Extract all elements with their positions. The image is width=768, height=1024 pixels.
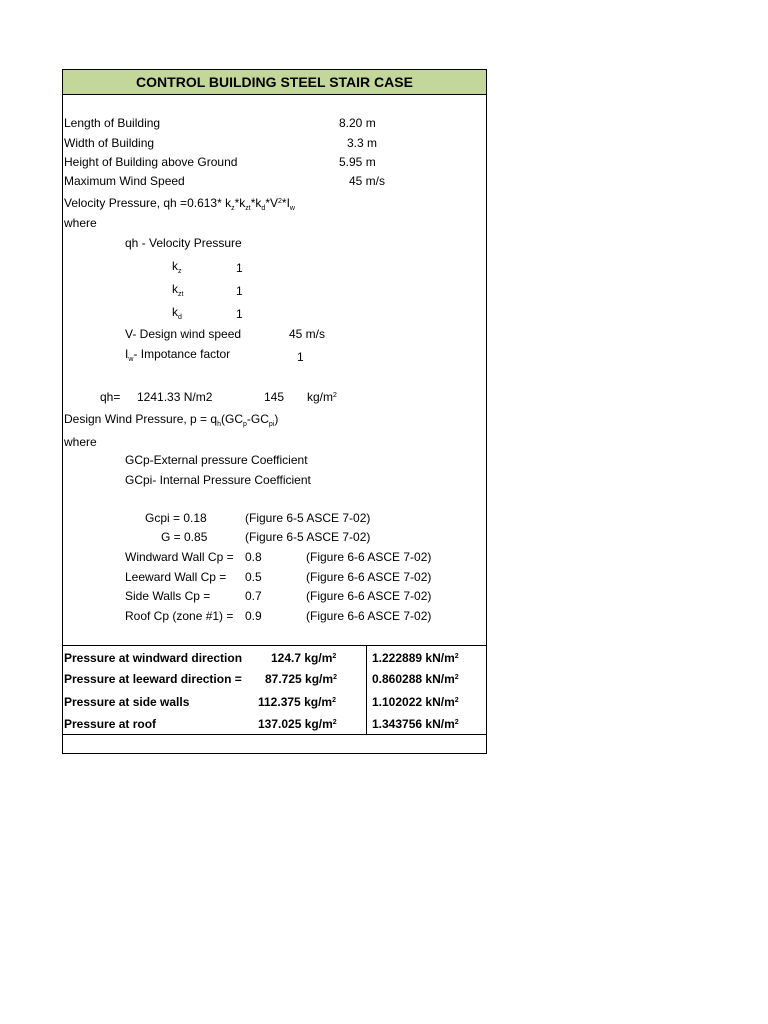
coefficient-reference: (Figure 6-6 ASCE 7-02) — [306, 609, 432, 623]
coefficient-reference: (Figure 6-6 ASCE 7-02) — [306, 570, 432, 584]
wind-speed-label: Maximum Wind Speed — [64, 174, 185, 188]
qh-value-kg: 145 — [264, 390, 285, 404]
result-label: Pressure at windward direction — [64, 651, 243, 665]
kzt-symbol: $k_{zt}$ — [172, 282, 184, 298]
coefficient-reference: (Figure 6-6 ASCE 7-02) — [306, 589, 432, 603]
result-kn-value: 1.222889 $kN/m^2$ — [372, 651, 459, 665]
coefficient-value: 0.7 — [245, 589, 262, 603]
qh-value-n: 1241.33 N/m2 — [137, 390, 213, 404]
wind-speed-value: 45 m/s — [349, 174, 386, 188]
coefficient-label: Windward Wall Cp = — [125, 550, 234, 564]
result-kg-value: 124.7 $kg/m^2$ — [271, 651, 337, 665]
qh-label: qh= — [100, 390, 121, 404]
importance-factor-value: 1 — [297, 350, 304, 364]
qh-unit-kg: $kg/m^2$ — [307, 390, 337, 404]
length-label: Length of Building — [64, 116, 161, 130]
coefficient-value: 0.5 — [245, 570, 262, 584]
gcpi-description: GCpi- Internal Pressure Coefficient — [125, 473, 311, 487]
result-kg-value: 87.725 $kg/m^2$ — [265, 672, 337, 686]
gcpi-reference: (Figure 6-5 ASCE 7-02) — [245, 511, 371, 525]
result-label: Pressure at side walls — [64, 695, 190, 709]
qh-description: qh - Velocity Pressure — [125, 236, 242, 250]
kz-value: 1 — [236, 261, 243, 275]
coefficient-value: 0.8 — [245, 550, 262, 564]
coefficient-label: Roof Cp (zone #1) = — [125, 609, 234, 623]
result-label: Pressure at roof — [64, 717, 157, 731]
kz-symbol: $k_z$ — [172, 259, 182, 275]
importance-factor-label: $I_w-$ Impotance factor — [125, 347, 231, 363]
kd-symbol: $k_d$ — [172, 305, 182, 321]
width-value: 3.3 m — [347, 136, 378, 150]
where-label-1: where — [64, 216, 97, 230]
sheet-title: CONTROL BUILDING STEEL STAIR CASE — [63, 70, 486, 95]
calculation-sheet — [62, 69, 487, 754]
length-value: 8.20 m — [339, 116, 376, 130]
result-kg-value: 112.375 $kg/m^2$ — [258, 695, 336, 709]
g-reference: (Figure 6-5 ASCE 7-02) — [245, 530, 371, 544]
gcpi-value: Gcpi = 0.18 — [145, 511, 207, 525]
velocity-pressure-formula: Velocity Pressure, qh =0.613* $k_z*k_{zt}*k_d*V^2*I_w$ — [64, 196, 295, 212]
result-label: Pressure at leeward direction = — [64, 672, 242, 686]
results-column-divider — [366, 645, 367, 734]
result-kn-value: 1.102022 $kN/m^2$ — [372, 695, 459, 709]
design-wind-speed-value: 45 m/s — [289, 327, 326, 341]
result-kg-value: 137.025 $kg/m^2$ — [258, 717, 337, 731]
kzt-value: 1 — [236, 284, 243, 298]
height-value: 5.95 m — [339, 155, 376, 169]
results-top-border — [63, 645, 486, 646]
kd-value: 1 — [236, 307, 243, 321]
g-value: G = 0.85 — [161, 530, 208, 544]
coefficient-label: Side Walls Cp = — [125, 589, 211, 603]
coefficient-reference: (Figure 6-6 ASCE 7-02) — [306, 550, 432, 564]
design-wind-speed-label: V- Design wind speed — [125, 327, 242, 341]
width-label: Width of Building — [64, 136, 155, 150]
height-label: Height of Building above Ground — [64, 155, 238, 169]
coefficient-value: 0.9 — [245, 609, 262, 623]
results-bottom-border — [63, 734, 486, 735]
result-kn-value: 1.343756 $kN/m^2$ — [372, 717, 459, 731]
result-kn-value: 0.860288 $kN/m^2$ — [372, 672, 459, 686]
coefficient-label: Leeward Wall Cp = — [125, 570, 227, 584]
where-label-2: where — [64, 435, 97, 449]
gcp-description: GCp-External pressure Coefficient — [125, 453, 308, 467]
design-pressure-formula: Design Wind Pressure, $p = q_h(GC_p-GC_{pi})$ — [64, 412, 279, 428]
